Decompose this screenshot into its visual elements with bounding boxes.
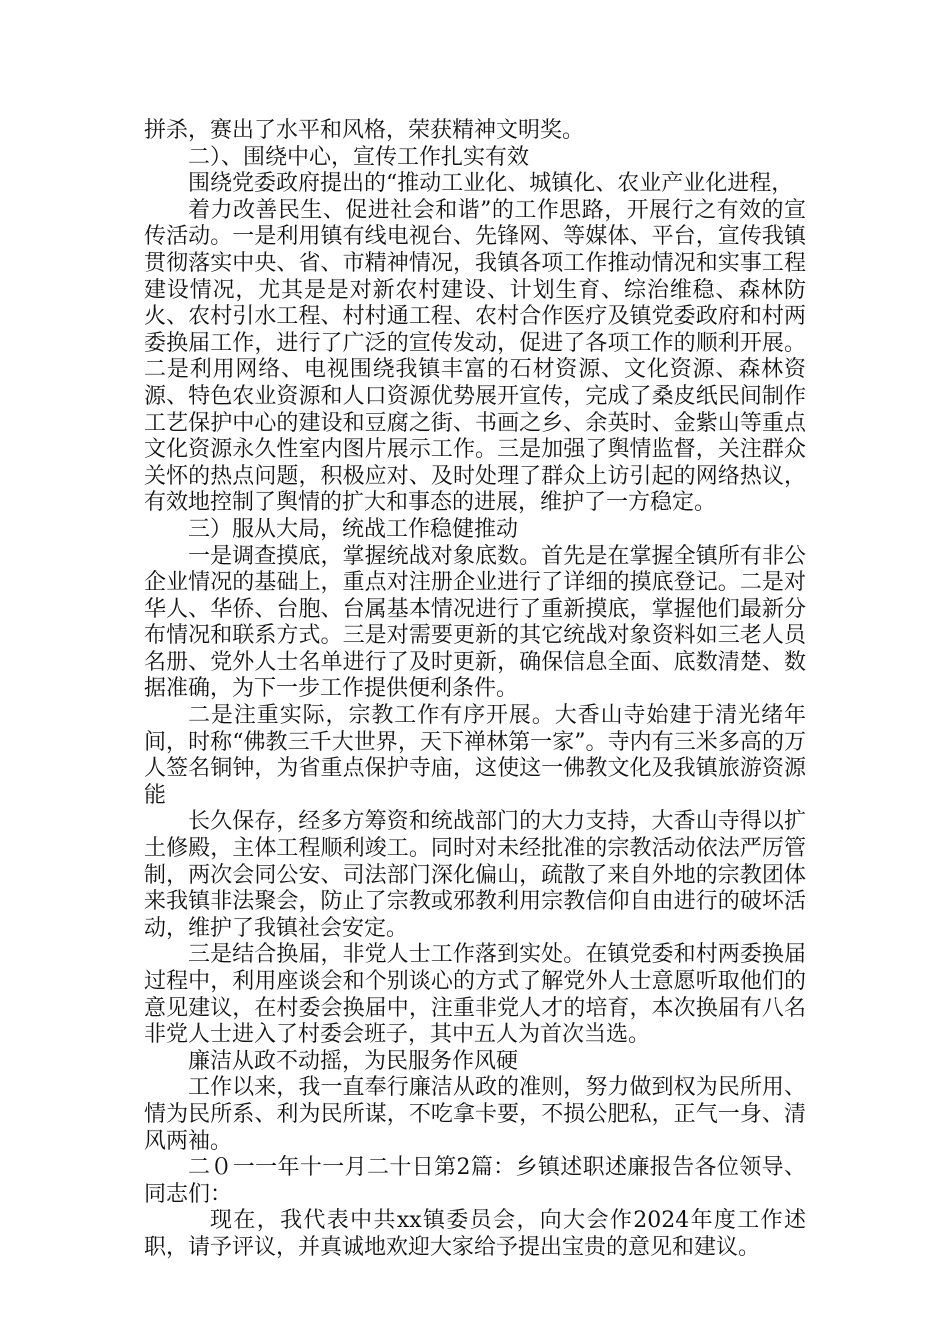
paragraph-9: 三是结合换届，非党人士工作落到实处。在镇党委和村两委换届过程中，利用座谈会和个别谈心的方式了解党外人士意愿听取他们的意见建议，在村委会换届中，注重非党人才的培育，本次换届有八名非党人士进入了村委会班子，其中五人为首次当选。 — [144, 942, 806, 1048]
paragraph-3: 围绕党委政府提出的“推动工业化、城镇化、农业产业化进程， — [188, 171, 794, 197]
paragraph-11: 工作以来，我一直奉行廉洁从政的准则，努力做到权为民所用、情为民所系、利为民所谋，不吃拿卡要，不损公肥私，正气一身、清风两袖。 — [144, 1075, 806, 1154]
document-page — [144, 118, 806, 1262]
paragraph-8: 长久保存，经多方筹资和统战部门的大力支持，大香山寺得以扩土修殿，主体工程顺利竣工。同时对未经批准的宗教活动依法严厉管制，两次会同公安、司法部门深化偏山，疏散了来自外地的宗教团体来我镇非法聚会，防止了宗教或邪教利用宗教信仰自由进行的破坏活动，维护了我镇社会安定。 — [144, 809, 806, 941]
paragraph-13: 现在，我代表中共xx镇委员会，向大会作2024年度工作述职，请予评议，并真诚地欢迎大家给予提出宝贵的意见和建议。 — [144, 1208, 806, 1260]
paragraph-7: 二是注重实际，宗教工作有序开展。大香山寺始建于清光绪年间，时称“佛教三千大世界，天下禅林第一家”。寺内有三米多高的万人签名铜钟，为省重点保护寺庙，这使这一佛教文化及我镇旅游资源能 — [144, 703, 806, 808]
paragraph-12: 二０一一年十一月二十日第2篇：乡镇述职述廉报告各位领导、同志们： — [144, 1155, 806, 1207]
section-heading-3: 三）服从大局，统战工作稳健推动 — [188, 516, 519, 542]
section-heading-integrity: 廉洁从政不动摇，为民服务作风硬 — [188, 1048, 519, 1074]
paragraph-4: 着力改善民生、促进社会和谐”的工作思路，开展行之有效的宣传活动。一是利用镇有线电视台、先锋网、等媒体、平台，宣传我镇贯彻落实中央、省、市精神情况，我镇各项工作推动情况和实事工程建设情况，尤其是是对新农村建设、计划生育、综治维稳、森林防火、农村引水工程、村村通工程、农村合作医疗及镇党委政府和村两委换届工作，进行了广泛的宣传发动，促进了各项工作的顺利开展。二是利用网络、电视围绕我镇丰富的石材资源、文化资源、森林资源、特色农业资源和人口资源优势展开宣传，完成了桑皮纸民间制作工艺保护中心的建设和豆腐之街、书画之乡、余英时、金紫山等重点文化资源永久性室内图片展示工作。三是加强了舆情监督，关注群众关怀的热点问题，积极应对、及时处理了群众上访引起的网络热议，有效地控制了舆情的扩大和事态的进展，维护了一方稳定。 — [144, 197, 806, 516]
section-heading-2: 二）、围绕中心，宣传工作扎实有效 — [188, 144, 530, 170]
paragraph-6: 一是调查摸底，掌握统战对象底数。首先是在掌握全镇所有非公企业情况的基础上，重点对注册企业进行了详细的摸底登记。二是对华人、华侨、台胞、台属基本情况进行了重新摸底，掌握他们最新分布情况和联系方式。三是对需要更新的其它统战对象资料如三老人员名册、党外人士名单进行了及时更新，确保信息全面、底数清楚、数据准确，为下一步工作提供便利条件。 — [144, 543, 806, 702]
paragraph-1: 拼杀，赛出了水平和风格，荣获精神文明奖。 — [144, 118, 585, 143]
